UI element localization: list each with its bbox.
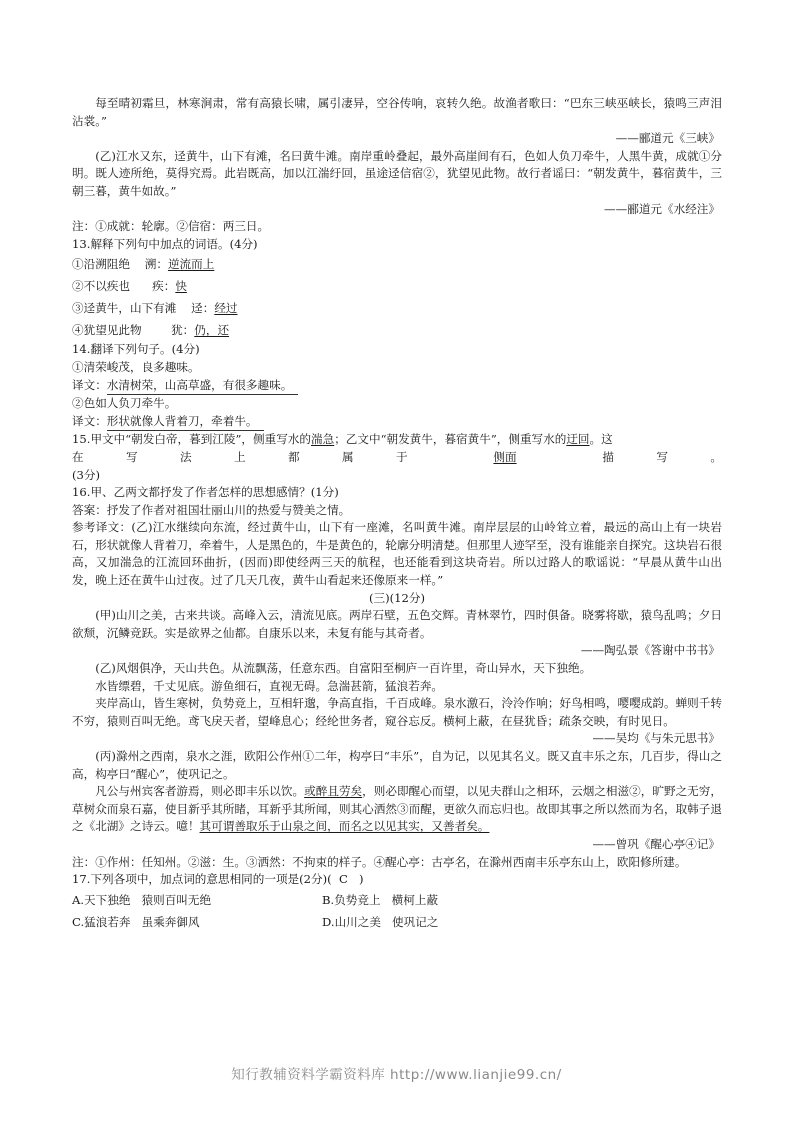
- sanxia-paragraph: 每至晴初霜旦，林寒涧肃，常有高猿长啸，属引凄异，空谷传响，哀转久绝。故渔者歌曰：“巴东三峡巫峡长，猿鸣三声泪沾裳。”: [72, 96, 722, 128]
- q14-sentence-2: ②色如人负刀牵牛。: [72, 396, 177, 411]
- translation-answer: 形状就像人背着刀，牵着牛。: [107, 413, 264, 432]
- q16-reference-translation: 参考译文：(乙)江水继续向东流，经过黄牛山，山下有一座滩，名叫黄牛滩。南岸层层的山岭耸立着，最远的高山上有一块岩石，形状就像人背着刀，牵着牛，人是黑色的，牛是黄色的，轮廓分明清楚。但那里人迹罕至，没有谁能亲自探究。这块岩石很高，又加湍急的江流回环曲折，(因而)即使经两三天的航程，也还能看到这块奇岩。所以过路人的歌谣说：“早晨从黄牛山出发，晚上还在黄牛山过夜。过了几天几夜，黄牛山看起来还像原来一样。”: [72, 520, 722, 588]
- bing-text: ，则必即醒心而望，以见夫群山之相环，云烟之相滋②，旷野之无穷，草树众而泉石嘉，使目新乎其所睹，耳新乎其所闻，则其心洒然③而醒，更欲久而忘归也。故即其事之所以然而为名，取韩子退之《北湖》之诗云。噫！: [72, 784, 722, 834]
- option-label: D.山川之美: [322, 914, 381, 929]
- bing-underlined-2: 其可谓善取乐于山泉之间，而名之以见其实，又善者矣。: [199, 819, 490, 834]
- q15-char: 属: [342, 449, 354, 464]
- q13-word: 犹：: [171, 323, 195, 338]
- q13-sentence: ③迳黄牛，山下有滩: [72, 301, 177, 316]
- q15-char: 。: [710, 449, 722, 464]
- q15-answer-2: 迂回: [566, 432, 590, 447]
- q13-item: [72, 253, 722, 275]
- q14-translation-1: [72, 377, 722, 396]
- bing-text: 凡公与州宾客者游焉，则必即丰乐以饮。: [95, 784, 305, 799]
- yi-paragraph-2: 水皆缥碧，千丈见底。游鱼细石，直视无碍。急湍甚箭，猛浪若奔。: [95, 678, 444, 693]
- yi-paragraph-1: (乙)风烟俱净，天山共色。从流飘荡，任意东西。自富阳至桐庐一百许里，奇山异水，天下独绝。: [95, 661, 592, 676]
- option-pair: 使巩记之: [392, 914, 439, 929]
- q15-char: 上: [234, 449, 246, 464]
- option-pair: 猿则百叫无绝: [141, 892, 212, 907]
- sanxia-source: ——郦道元《三峡》: [615, 131, 720, 146]
- yi-source-2: ——吴均《与朱元思书》: [592, 731, 720, 746]
- q15-char: 都: [288, 449, 300, 464]
- yi-paragraph: (乙)江水又东，迳黄牛，山下有滩，名曰黄牛滩。南岸重岭叠起，最外高崖间有石，色如人负刀牵牛，人黑牛黄，成就①分明。既人迹所绝，莫得究焉。此岩既高，加以江湍纡回，虽途迳信宿②，犹望见此物。故行者谣曰：“朝发黄牛，暮宿黄牛，三朝三暮，黄牛如故。”: [72, 148, 722, 198]
- q15-answer-1: 湍急: [310, 432, 335, 447]
- q15-text: 15.甲文中“朝发白帝，暮到江陵”，侧重写水的: [72, 432, 311, 447]
- q15-line-2: [72, 449, 722, 467]
- q14-translation-2: [72, 413, 722, 432]
- q13-sentence: ①沿溯阻绝: [72, 257, 130, 272]
- yi-source: ——郦道元《水经注》: [604, 201, 720, 216]
- q13-word: 溯：: [144, 257, 168, 272]
- q17-stem-close: ): [358, 872, 364, 887]
- q13-item: [72, 297, 722, 319]
- q13-answer: 逆流而上: [167, 257, 215, 272]
- q17-option: [72, 911, 322, 933]
- q17-stem: [72, 871, 722, 889]
- q13-word: 迳：: [191, 301, 215, 316]
- translation-label: 译文：: [72, 413, 107, 428]
- bing-paragraph-1: (丙)滁州之西南，泉水之涯，欧阳公作州①二年，构亭曰“丰乐”，自为记，以见其名义。既又直丰乐之东，几百步，得山之高，构亭曰“醒心”，使巩记之。: [72, 749, 722, 781]
- q13-answer: 快: [175, 279, 187, 294]
- q15-score: (3分): [72, 467, 101, 482]
- q15-char: 写: [126, 449, 138, 464]
- option-label: A.天下独绝: [72, 892, 131, 907]
- q14-sentence-1: ①清荣峻茂，良多趣味。: [72, 359, 200, 374]
- q15-answer-3: 侧面: [493, 449, 517, 464]
- q15-char: 写: [656, 449, 668, 464]
- jia-paragraph: (甲)山川之美，古来共谈。高峰入云，清流见底。两岸石壁，五色交辉。青林翠竹，四时俱备。晓雾将歇，猿鸟乱鸣；夕日欲颓，沉鳞竞跃。实是欲界之仙都。自康乐以来，未复有能与其奇者。: [72, 608, 722, 640]
- q17-options: [72, 889, 722, 933]
- q15-line-1: [72, 431, 722, 449]
- q13-item: [72, 275, 722, 297]
- q15-text: ；乙文中“朝发黄牛，暮宿黄牛”，侧重写水的: [334, 432, 567, 447]
- q13-stem: 13.解释下列句中加点的词语。(4分): [72, 236, 258, 251]
- option-label: C.猛浪若奔: [72, 914, 131, 929]
- option-pair: 虽乘奔御风: [141, 914, 200, 929]
- q17-option: [322, 911, 572, 933]
- jia-source: ——陶弘景《答谢中书书》: [580, 643, 720, 658]
- section-3-heading: (三)(12分): [368, 590, 426, 605]
- option-pair: 横柯上蔽: [391, 892, 439, 907]
- q15-char: 法: [180, 449, 192, 464]
- q13-sentence: ④犹望见此物: [72, 323, 142, 338]
- yi-paragraph-3: 夹岸高山，皆生寒树，负势竞上，互相轩邈，争高直指，千百成峰。泉水激石，泠泠作响；好鸟相鸣，嘤嘤成韵。蝉则千转不穷，猿则百叫无绝。鸢飞戾天者，望峰息心；经纶世务者，窥谷忘反。横柯上蔽，在昼犹昏；疏条交映，有时见日。: [72, 696, 722, 728]
- q17-stem-text: 17.下列各项中，加点词的意思相同的一项是(2分)(: [72, 872, 332, 887]
- bing-paragraph-2: [72, 783, 722, 836]
- yi-note: 注：①成就：轮廓。②信宿：两三日。: [72, 219, 270, 234]
- translation-label: 译文：: [72, 377, 107, 392]
- q13-sentence: ②不以疾也: [72, 279, 130, 294]
- q15-text: 。这: [589, 432, 613, 447]
- q17-option: [322, 889, 572, 911]
- bing-note: 注：①作州：任知州。②滋：生。③洒然：不拘束的样子。④醒心亭：古亭名，在滁州西南丰乐亭东山上，欧阳修所建。: [72, 854, 687, 869]
- q17-answer: C: [339, 872, 348, 887]
- q15-char: 于: [396, 449, 408, 464]
- q17-option: [72, 889, 322, 911]
- bing-source: ——曾巩《醒心亭④记》: [592, 836, 720, 851]
- q14-stem: 14.翻译下列句子。(4分): [72, 342, 200, 357]
- q13-answer: 仍，还: [194, 323, 230, 338]
- translation-answer: 水清树荣，山高草盛，有很多趣味。: [107, 377, 299, 396]
- q13-item: [72, 319, 722, 341]
- q15-char: 在: [72, 449, 84, 464]
- option-label: B.负势竞上: [322, 892, 381, 907]
- q13-items: [72, 253, 722, 341]
- q16-stem: 16.甲、乙两文都抒发了作者怎样的思想感情？(1分): [72, 485, 339, 500]
- q13-answer: 经过: [214, 301, 238, 316]
- q16-answer: 答案：抒发了作者对祖国壮丽山川的热爱与赞美之情。: [72, 502, 351, 517]
- footer-watermark: 知行教辅资料学霸资料库 http://www.lianjie99.cn/: [231, 1067, 562, 1083]
- q15-char: 描: [602, 449, 614, 464]
- document-page: [72, 95, 722, 933]
- bing-underlined-1: 或醉且劳矣: [304, 784, 363, 799]
- q13-word: 疾：: [152, 279, 176, 294]
